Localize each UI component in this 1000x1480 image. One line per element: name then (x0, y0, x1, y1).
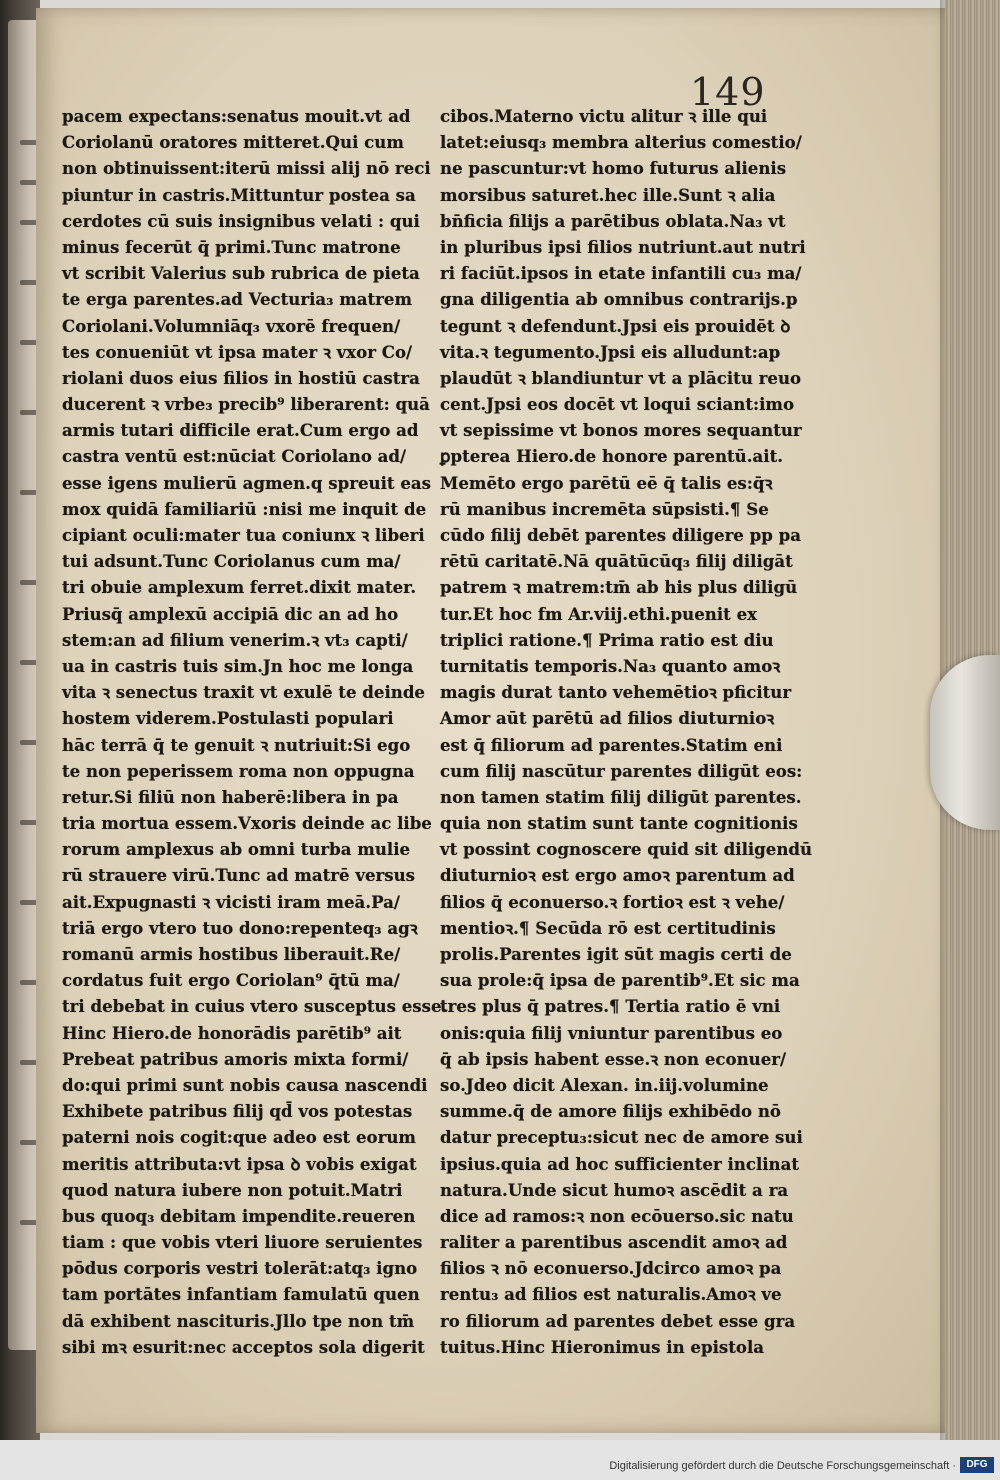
text-line: sibi mꝛ esurit:nec acceptos sola digerit (62, 1336, 425, 1357)
text-line: cordatus fuit ergo Coriolan⁹ q̄tū ma/ (62, 970, 400, 991)
text-line: tegunt ꝛ defendunt.Jpsi eis prouidēt ꝺ (440, 315, 791, 336)
page-clip (930, 655, 1000, 830)
text-line: tes conueniūt vt ipsa mater ꝛ vxor Co/ (62, 341, 413, 362)
text-line: q̄ ab ipsis habent esse.ꝛ non econuer/ (440, 1048, 787, 1069)
text-line: tuitus.Hinc Hieronimus in epistola (440, 1336, 765, 1357)
text-line: ua in castris tuis sim.Jn hoc me longa (62, 655, 414, 676)
text-line: ro filiorum ad parentes debet esse gra (440, 1310, 796, 1331)
text-line: cum filij nascūtur parentes diligūt eos: (440, 760, 803, 781)
text-line: Exhibete patribus filij qd̄ vos potestas (62, 1101, 413, 1122)
text-line: so.Jdeo dicit Alexan. in.iij.volumine (440, 1074, 769, 1095)
text-line: tri obuie amplexum ferret.dixit mater. (62, 577, 417, 598)
text-line: vt sepissime vt bonos mores sequantur (440, 420, 802, 441)
text-line: Priusq̄ amplexū accipiā dic an ad ho (62, 603, 399, 624)
text-line: romanū armis hostibus liberauit.Re/ (62, 944, 401, 964)
text-line: tui adsunt.Tunc Coriolanus cum ma/ (62, 551, 401, 572)
text-line: in pluribus ipsi filios nutriunt.aut nutri (440, 236, 806, 257)
text-line: castra ventū est:nūciat Coriolano ad/ (62, 446, 407, 467)
page-number: 149 (690, 70, 766, 114)
text-line: filios q̄ econuerso.ꝛ fortioꝛ est ꝛ vehe/ (440, 891, 785, 912)
text-line: ri faciūt.ipsos in etate infantili cu₃ ma/ (440, 263, 802, 284)
text-line: do:qui primi sunt nobis causa nascendi (62, 1074, 428, 1095)
dfg-logo: DFG (960, 1457, 994, 1473)
text-line: vt scribit Valerius sub rubrica de pieta (62, 263, 420, 284)
text-line: Hinc Hiero.de honorādis parētib⁹ ait (62, 1022, 402, 1043)
text-line: Memēto ergo parētū eē q̄ talis es:q̄ꝛ (440, 472, 773, 493)
text-line: tres plus q̄ patres.¶ Tertia ratio ē vni (440, 996, 781, 1017)
text-line: rū manibus incremēta sūpsisti.¶ Se (440, 498, 769, 519)
text-line: riolani duos eius filios in hostiū castra (62, 367, 420, 388)
text-line: rorum amplexus ab omni turba mulie (62, 839, 411, 860)
text-line: Coriolani.Volumniāq₃ vxorē frequen/ (62, 315, 401, 336)
text-line: vita.ꝛ tegumento.Jpsi eis alludunt:ap (440, 341, 781, 362)
text-line: plaudūt ꝛ blandiuntur vt a plācitu reuo (440, 367, 802, 388)
text-line: esse igens mulierū agmen.q spreuit eas (62, 472, 431, 493)
text-line: quod natura iubere non potuit.Matri (62, 1179, 403, 1200)
text-line: Prebeat patribus amoris mixta formi/ (62, 1048, 409, 1069)
text-line: mox quidā familiariū :nisi me inquit de (62, 498, 427, 519)
text-line: gna diligentia ab omnibus contrarijs.p (440, 289, 798, 310)
text-line: latet:eiusq₃ membra alterius comestio/ (440, 132, 802, 153)
text-line: Amor aūt parētū ad filios diuturnioꝛ (440, 708, 775, 729)
text-line: tam portātes infantiam famulatū quen (62, 1284, 420, 1305)
text-line: turnitatis temporis.Na₃ quanto amoꝛ (440, 655, 781, 676)
text-line: tria mortua essem.Vxoris deinde ac libe (62, 813, 432, 834)
text-line: Coriolanū oratores mitteret.Qui cum (62, 132, 404, 153)
footer-bar (0, 1440, 1000, 1480)
text-line: cūdo filij debēt parentes diligere pp pa (440, 525, 801, 545)
text-line: retur.Si filiū non haberē:libera in pa (62, 786, 399, 807)
text-line: armis tutari difficile erat.Cum ergo ad (62, 420, 419, 441)
text-line: piuntur in castris.Mittuntur postea sa (62, 184, 416, 205)
text-line: non obtinuissent:iterū missi alij nō reci (62, 158, 431, 179)
text-line: mentioꝛ.¶ Secūda rō est certitudinis (440, 917, 776, 938)
text-line: patrem ꝛ matrem:tm̄ ab his plus diligū (440, 577, 798, 598)
text-line: filios ꝛ nō econuerso.Jdcirco amoꝛ pa (440, 1258, 782, 1279)
text-line: stem:an ad filium venerim.ꝛ vt₃ capti/ (62, 629, 408, 650)
text-line: datur preceptu₃:sicut nec de amore sui (440, 1127, 803, 1148)
text-line: diuturnioꝛ est ergo amoꝛ parentum ad (440, 865, 795, 886)
text-line: ꝑpterea Hiero.de honore parentū.ait. (440, 446, 784, 467)
text-line: te erga parentes.ad Vecturia₃ matrem (62, 289, 413, 310)
text-line: tiam : que vobis vteri liuore seruientes (62, 1232, 423, 1253)
text-line: tur.Et hoc fm Ar.viij.ethi.puenit ex (440, 603, 758, 624)
text-line: summe.q̄ de amore filijs exhibēdo nō (440, 1101, 781, 1122)
text-line: bus quoq₃ debitam impendite.reueren (62, 1205, 416, 1226)
text-line: ne pascuntur:vt homo futurus alienis (440, 158, 787, 179)
right-text-column (440, 103, 820, 1360)
text-line: cipiant oculi:mater tua coniunx ꝛ liberi (62, 525, 425, 545)
text-line: sua prole:q̄ ipsa de parentib⁹.Et sic ma (440, 970, 800, 991)
text-line: triā ergo vtero tuo dono:repenteq₃ agꝛ (62, 917, 418, 938)
text-line: ducerent ꝛ vrbe₃ precib⁹ liberarent: quā (62, 394, 430, 415)
text-line: est q̄ filiorum ad parentes.Statim eni (440, 734, 783, 755)
text-line: te non peperissem roma non oppugna (62, 760, 415, 781)
text-line: pōdus corporis vestri tolerāt:atq₃ igno (62, 1258, 418, 1279)
text-line: ait.Expugnasti ꝛ vicisti iram meā.Pa/ (62, 891, 400, 912)
text-line: rentu₃ ad filios est naturalis.Amoꝛ ve (440, 1284, 782, 1305)
text-line: hostem viderem.Postulasti populari (62, 708, 394, 729)
text-line: meritis attributa:vt ipsa ꝺ vobis exigat (62, 1153, 417, 1174)
text-line: triplici ratione.¶ Prima ratio est diu (440, 629, 774, 650)
left-text-column (62, 103, 448, 1360)
text-line: rū strauere virū.Tunc ad matrē versus (62, 865, 416, 886)
text-line: cerdotes cū suis insignibus velati : qui (62, 210, 420, 231)
text-line: magis durat tanto vehemētioꝛ pficitur (440, 682, 792, 703)
text-line: dice ad ramos:ꝛ non ecōuerso.sic natu (440, 1205, 794, 1226)
text-line: natura.Unde sicut humoꝛ ascēdit a ra (440, 1179, 789, 1200)
text-line: minus fecerūt q̄ primi.Tunc matrone (62, 236, 401, 257)
text-line: dā exhibent nascituris.Jllo tpe non tm̄ (62, 1310, 415, 1331)
text-line: non tamen statim filij diligūt parentes. (440, 786, 802, 807)
text-line: vt possint cognoscere quid sit diligendū (440, 839, 813, 860)
text-line: rētū caritatē.Nā quātūcūq₃ filij diligāt (440, 551, 793, 572)
text-line: vita ꝛ senectus traxit vt exulē te deinde (62, 682, 425, 703)
text-line: tri debebat in cuius vtero susceptus esse. (62, 996, 448, 1017)
text-line: prolis.Parentes igit sūt magis certi de (440, 944, 792, 964)
text-line: ipsius.quia ad hoc sufficienter inclinat (440, 1153, 800, 1174)
text-line: bn̄ficia filijs a parētibus oblata.Na₃ vt (440, 210, 786, 231)
text-line: cent.Jpsi eos docēt vt loqui sciant:imo (440, 394, 795, 415)
text-line: quia non statim sunt tante cognitionis (440, 813, 798, 834)
text-line: paterni nois cogit:que adeo est eorum (62, 1127, 416, 1148)
text-line: hāc terrā q̄ te genuit ꝛ nutriuit:Si ego (62, 734, 411, 755)
text-line: pacem expectans:senatus mouit.vt ad (62, 106, 411, 126)
text-line: raliter a parentibus ascendit amoꝛ ad (440, 1232, 788, 1253)
funding-credit: Digitalisierung gefördert durch die Deutsche Forschungsgemeinschaft · (609, 1460, 956, 1472)
text-line: cibos.Materno victu alitur ꝛ ille qui (440, 106, 768, 126)
text-line: onis:quia filij vniuntur parentibus eo (440, 1022, 783, 1043)
text-line: morsibus saturet.hec ille.Sunt ꝛ alia (440, 184, 776, 205)
